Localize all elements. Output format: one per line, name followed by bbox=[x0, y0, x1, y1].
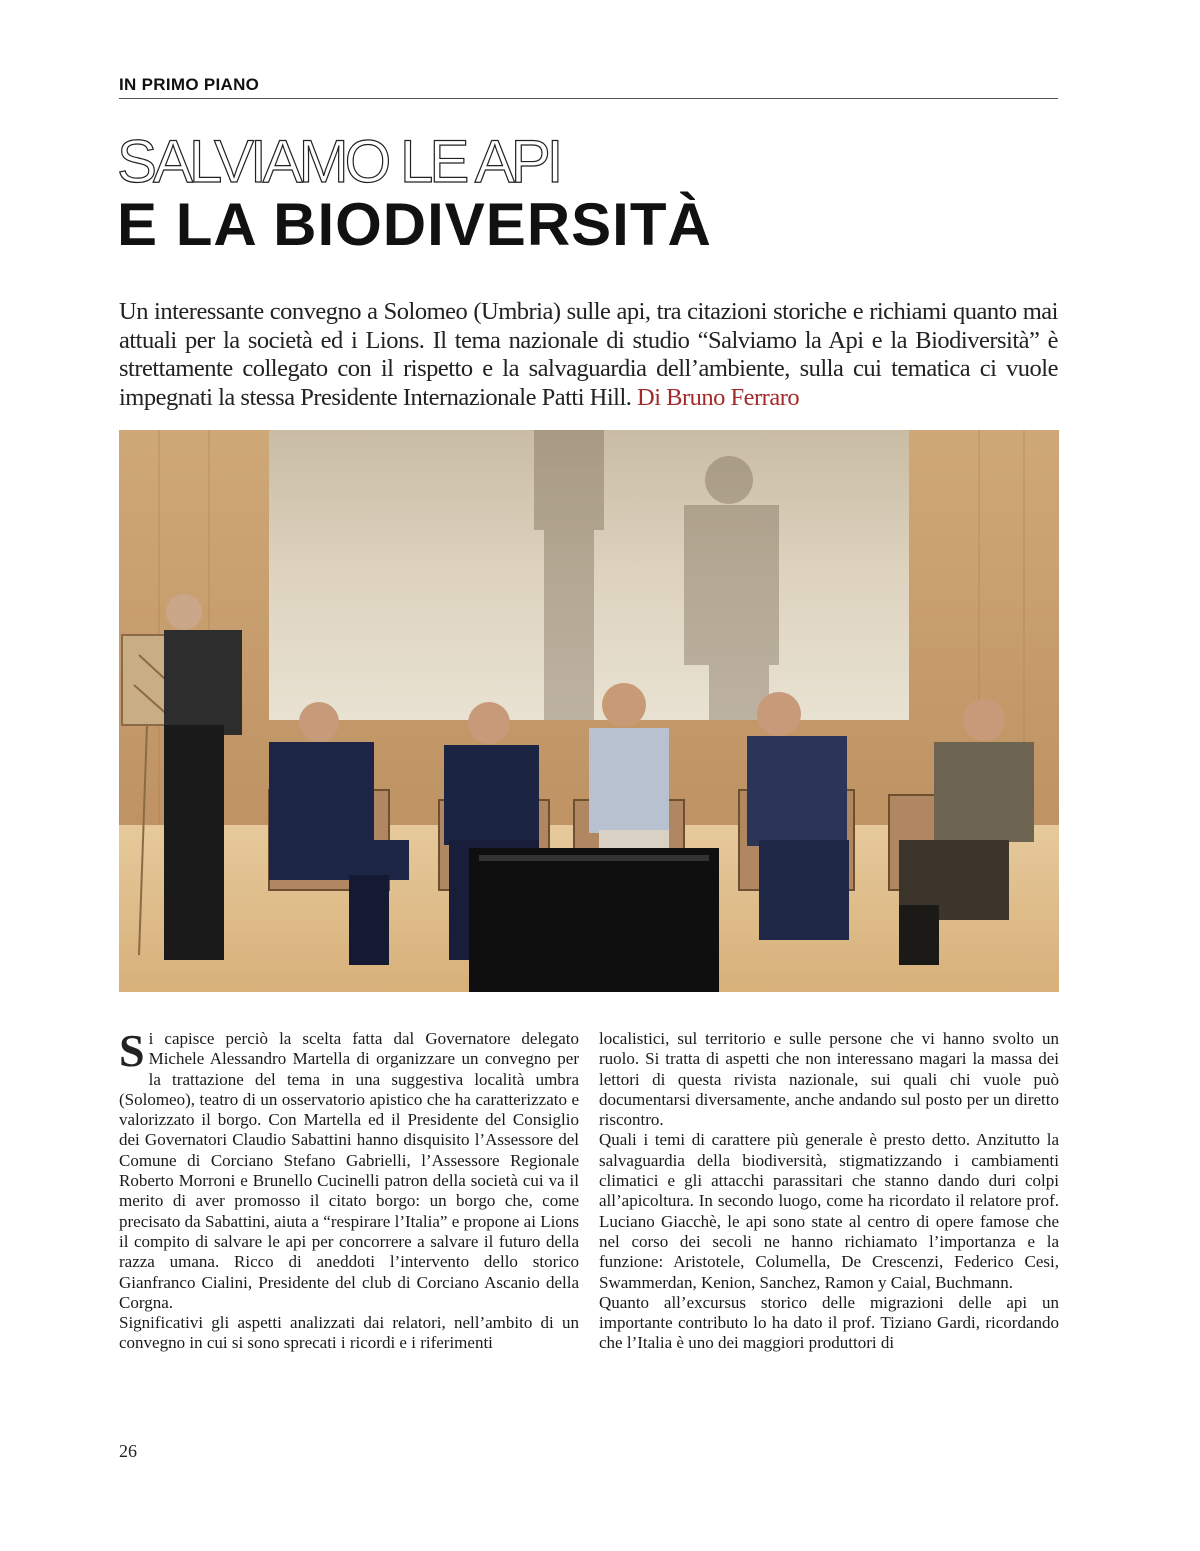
article-column-left bbox=[119, 1025, 579, 1354]
lede-paragraph bbox=[119, 298, 1058, 412]
article-column-right bbox=[599, 1029, 1059, 1354]
article-photo bbox=[119, 430, 1059, 992]
headline-line-2: E LA BIODIVERSITÀ bbox=[117, 191, 712, 258]
paragraph-1 bbox=[119, 1025, 579, 1313]
paragraph-5: Quanto all’excursus storico delle migrazioni delle api un importante contributo lo ha dato il prof. Tiziano Gardi, ricordando che l’Italia è uno dei maggiori produttori di bbox=[599, 1292, 1059, 1353]
paragraph-4: Quali i temi di carattere più generale è presto detto. Anzitutto la salvaguardia della biodiversità, stigmatizzando i cambiamenti climatici e gli attacchi parassitari che stanno dando duri colpi all’apicoltura. In secondo luogo, come ha ricordato il relatore prof. Luciano Giacchè, le api sono state al centro di opere famose che nel corso dei secoli ne hanno richiamato l’importanza e la funzione: Aristotele, Columella, De Crescenzi, Federico Cesi, Swammerdan, Kenion, Sanchez, Ramon y Caial, Buchmann. bbox=[599, 1130, 1059, 1292]
lede-text: Un interessante convegno a Solomeo (Umbria) sulle api, tra citazioni storiche e richiami quanto mai attuali per la società ed i Lions. Il tema nazionale di studio “Salviamo la Api e la Biodiversità” è strettamente collegato con il rispetto e la salvaguardia dell’ambiente, sulla cui tematica ci vuole impegnati la stessa Presidente Internazionale Patti Hill. bbox=[119, 298, 1058, 411]
byline: Di Bruno Ferraro bbox=[637, 383, 800, 411]
paragraph-1-text: i capisce perciò la scelta fatta dal Governatore delegato Michele Alessandro Martella di organizzare un convegno per la trattazione del tema in una suggestiva località umbra (Solomeo), teatro di un osservatorio apistico che ha caratterizzato e valorizzato il borgo. Con Martella ed il Presidente del Consiglio dei Governatori Claudio Sabattini hanno disquisito l’Assessore del Comune di Corciano Stefano Gabrielli, l’Assessore Regionale Roberto Morroni e Brunello Cucinelli patron della società cui va il merito di aver promosso il citato borgo: un borgo che, come precisato da Sabattini, aiuta a “respirare l’Italia” e propone ai Lions il compito di salvare le api per concorrere a salvare il futuro della razza umana. Ricco di aneddoti l’intervento dello storico Gianfranco Cialini, Presidente del club di Corciano Ascanio della Corgna. bbox=[119, 1029, 579, 1312]
headline-line-1: SALVIAMO LE API bbox=[117, 128, 560, 195]
page-number: 26 bbox=[119, 1441, 137, 1461]
paragraph-2: Significativi gli aspetti analizzati dai relatori, nell’ambito di un convegno in cui si sono sprecati i ricordi e i riferimenti bbox=[119, 1313, 579, 1353]
drop-cap: S bbox=[119, 1025, 145, 1076]
section-divider bbox=[119, 98, 1058, 99]
stage-monitor bbox=[469, 848, 719, 992]
paragraph-3: localistici, sul territorio e sulle persone che vi hanno svolto un ruolo. Si tratta di aspetti che non interessano magari la massa dei lettori di questa rivista nazionale, sui quali chi vuole può documentarsi diversamente, anche andando sul posto per un diretto riscontro. bbox=[599, 1029, 1059, 1130]
section-label: IN PRIMO PIANO bbox=[119, 75, 260, 94]
